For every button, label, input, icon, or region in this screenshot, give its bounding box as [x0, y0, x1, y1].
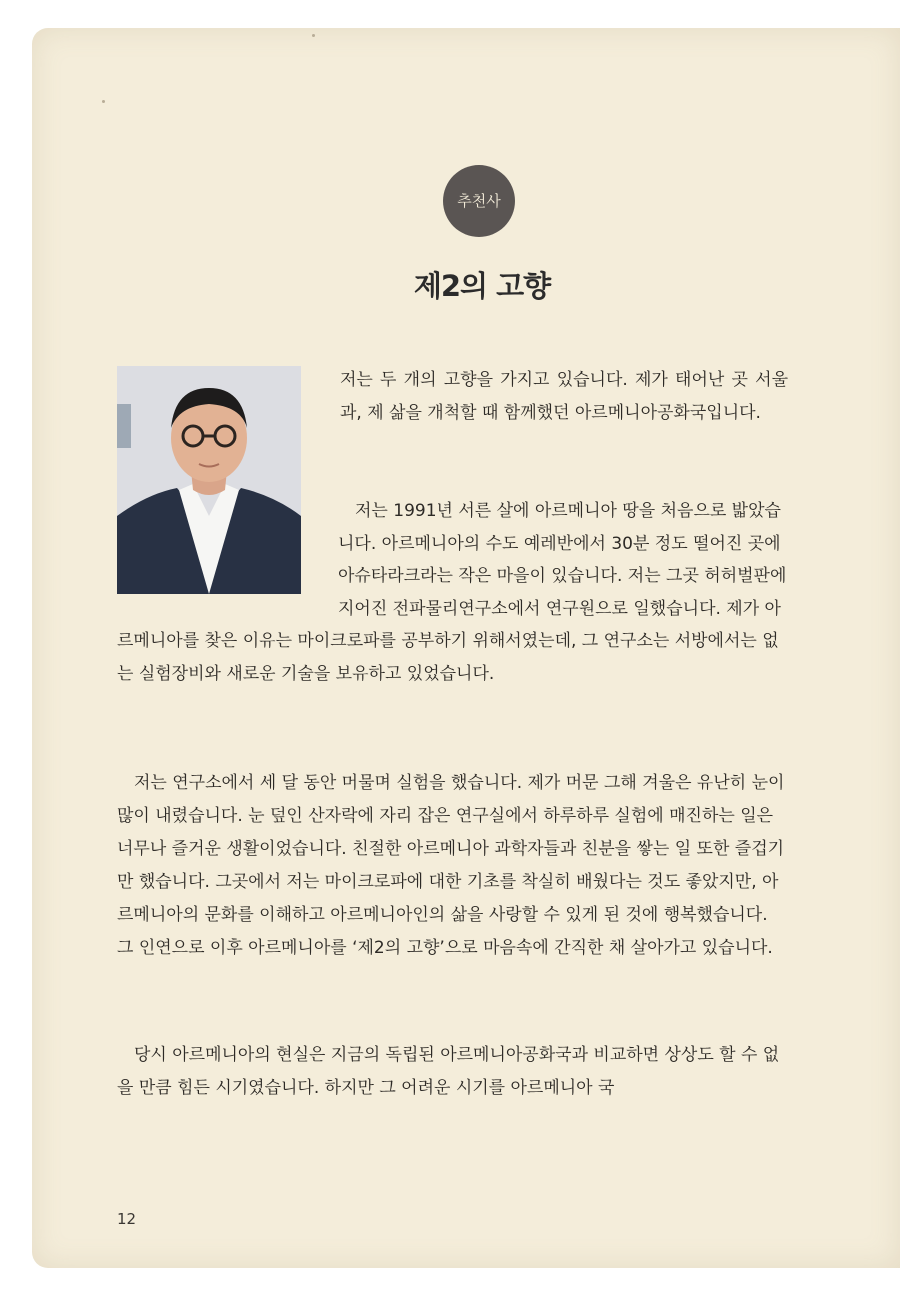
paper-speck — [102, 100, 105, 103]
page-number: 12 — [117, 1210, 137, 1228]
photo-wrap-gap — [117, 495, 338, 625]
paragraph-arrival-text: 저는 1991년 서른 살에 아르메니아 땅을 처음으로 밟았습니다. 아르메니아의 수도 예레반에서 30분 정도 떨어진 곳에 아슈타라크라는 작은 마을이 있습니다. 저는 그곳 허허벌판에 지어진 전파물리연구소에서 연구원으로 일했습니다. 제가 아르메니아를 찾은 이유는 마이크로파를 공부하기 위해서였는데, 그 연구소는 서방에서는 없는 실험장비와 새로운 기술을 보유하고 있었습니다. — [117, 501, 787, 684]
paragraph-history: 당시 아르메니아의 현실은 지금의 독립된 아르메니아공화국과 비교하면 상상도 할 수 없을 만큼 힘든 시기였습니다. 하지만 그 어려운 시기를 아르메니아 국 — [117, 1045, 780, 1098]
paragraph-intro: 저는 두 개의 고향을 가지고 있습니다. 제가 태어난 곳 서울과, 제 삶을 개척할 때 함께했던 아르메니아공화국입니다. — [340, 370, 788, 423]
paper-speck — [312, 34, 315, 37]
paragraph-arrival — [117, 495, 788, 690]
paragraph-research: 저는 연구소에서 세 달 동안 머물며 실험을 했습니다. 제가 머문 그해 겨울은 유난히 눈이 많이 내렸습니다. 눈 덮인 산자락에 자리 잡은 연구실에서 하루하루 실험에 매진하는 일은 너무나 즐거운 생활이었습니다. 친절한 아르메니아 과학자들과 친분을 쌓는 일 또한 즐겁기만 했습니다. 그곳에서 저는 마이크로파에 대한 기초를 착실히 배웠다는 것도 좋았지만, 아르메니아의 문화를 이해하고 아르메니아인의 삶을 사랑할 수 있게 된 것에 행복했습니다. 그 인연으로 이후 아르메니아를 ‘제2의 고향’으로 마음속에 간직한 채 살아가고 있습니다. — [117, 773, 785, 958]
page-title: 제2의 고향 — [413, 269, 551, 303]
section-badge: 추천사 — [443, 165, 515, 237]
